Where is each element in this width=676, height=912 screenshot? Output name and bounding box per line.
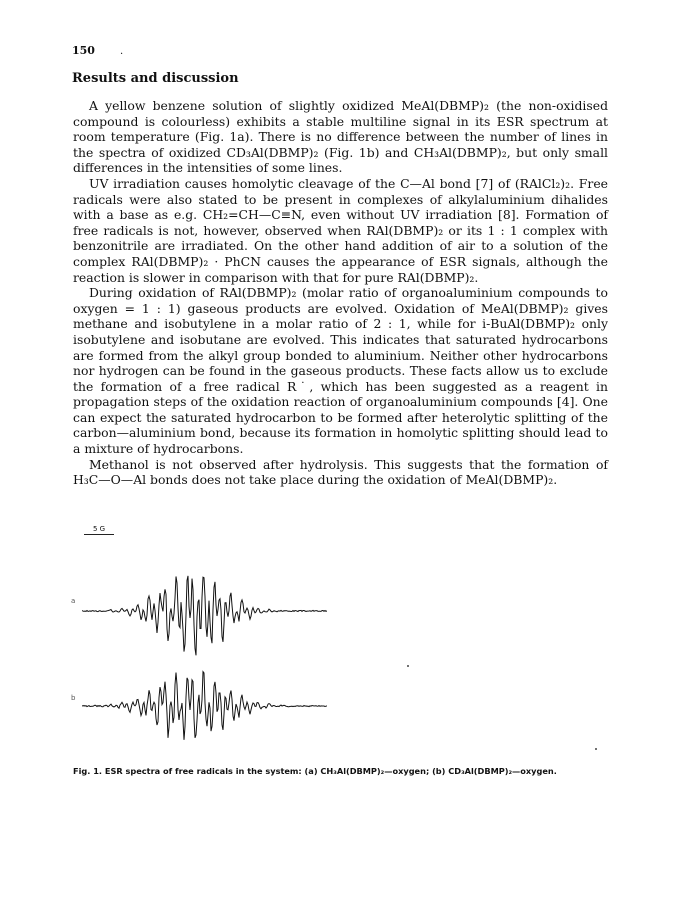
spectrum-a-trace — [82, 563, 327, 663]
section-heading: Results and discussion — [72, 71, 239, 86]
paragraph-methanol: Methanol is not observed after hydrolysis. This suggests that the formation of H₃C—O—Al bonds does not take place during the oxidation of MeAl(DBMP)₂. — [73, 456, 608, 488]
figure-scale-bar — [84, 525, 114, 535]
page-number-mark: . — [120, 46, 124, 57]
body-text — [73, 98, 608, 488]
trace-a-label: a — [71, 597, 76, 605]
paragraph-esr-signal: A yellow benzene solution of slightly oxidized MeAl(DBMP)₂ (the non-oxidised compound is colourless) exhibits a stable multiline signal in its ESR spectrum at room temperature (Fig. 1a). There is no difference between the number of lines in the spectra of oxidized CD₃Al(DBMP)₂ (Fig. 1b) and CH₃Al(DBMP)₂, but only small differences in the intensities of some lines. — [73, 98, 608, 176]
scale-label: 5 G — [92, 525, 106, 533]
page-number: 150 — [72, 44, 95, 57]
spectrum-b-trace — [82, 664, 327, 754]
speck — [595, 748, 597, 750]
scale-line — [84, 534, 114, 535]
paragraph-oxidation-products: During oxidation of RAl(DBMP)₂ (molar ratio of organoaluminium compounds to oxygen = 1 : 1) gaseous products are evolved. Oxidation of MeAl(DBMP)₂ gives methane and isobutylene in a molar ratio of 2 : 1, while for i-BuAl(DBMP)₂ only isobutylene and isobutane are evolved. This indicates that saturated hydrocarbons are formed from the alkyl group bonded to aluminium. Neither other hydrocarbons nor hydrogen can be found in the gaseous products. These facts allow us to exclude the formation of a free radical R˙, which has been suggested as a reagent in propagation steps of the oxidation reaction of organoaluminium compounds [4]. One can expect the saturated hydrocarbon to be formed after heterolytic splitting of the carbon—aluminium bond, because its formation in homolytic splitting should lead to a mixture of hydrocarbons. — [73, 285, 608, 457]
paragraph-uv-irradiation: UV irradiation causes homolytic cleavage of the C—Al bond [7] of (RAlCl₂)₂. Free radicals were also stated to be present in complexes of alkylaluminium dihalides with a base as e.g. CH₂=CH—C≡N, even without UV irradiation [8]. Formation of free radicals is not, however, observed when RAl(DBMP)₂ or its 1 : 1 complex with benzonitrile are irradiated. On the other hand addition of air to a solution of the complex RAl(DBMP)₂ · PhCN causes the appearance of ESR signals, although the reaction is slower in comparison with that for pure RAl(DBMP)₂. — [73, 175, 608, 285]
speck — [407, 665, 409, 667]
figure-caption: Fig. 1. ESR spectra of free radicals in the system: (a) CH₃Al(DBMP)₂—oxygen; (b) CD₃Al(DBMP)₂—oxygen. — [73, 766, 557, 776]
trace-b-label: b — [71, 694, 76, 702]
